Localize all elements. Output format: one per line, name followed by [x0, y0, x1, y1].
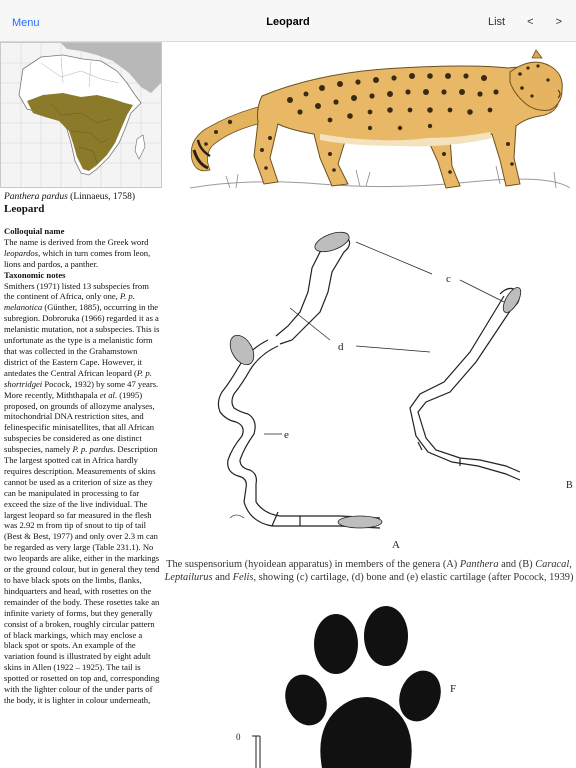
- label-d: d: [338, 341, 344, 353]
- label-c: c: [446, 273, 451, 285]
- hyoid-drawing: [160, 222, 576, 557]
- scale-label: 0: [236, 732, 241, 742]
- article-text: [4, 226, 160, 706]
- paw-print-illustration: [226, 604, 576, 768]
- colloquial-name-paragraph: The name is derived from the Greek word leopardos, which in turn comes from leon, lions and pardos, a panther.: [4, 236, 151, 269]
- common-name-heading: Leopard: [4, 203, 45, 215]
- hyoid-apparatus-diagram: [160, 222, 576, 557]
- distribution-map: [0, 42, 162, 188]
- label-f: F: [450, 683, 457, 695]
- left-column: [0, 42, 164, 768]
- previous-page-button[interactable]: <: [527, 16, 534, 28]
- label-e: e: [284, 429, 289, 441]
- paw-print-drawing: [226, 604, 576, 768]
- next-page-button[interactable]: >: [555, 16, 562, 28]
- taxonomic-notes-heading: Taxonomic notes: [4, 269, 66, 280]
- top-navigation-bar: [0, 0, 576, 42]
- menu-button[interactable]: Menu: [12, 17, 40, 29]
- label-b: B: [566, 480, 573, 491]
- taxonomic-notes-paragraph: Smithers (1971) listed 13 subspecies from the continent of Africa, only one, P. p. melanotica (Günther, 1885), occurring in the subregion. Dobroruka (1966) regarded it as a melanistic mutation, not a subspecies. This is unfortunate as the type is a melanistic form that was collected in the Grahamstown district of the Eastern Cape. However, it antedates the Central African leopard (P. p. shortridgei Pocock, 1932) by some 47 years. More recently, Miththapala et al. (1995) proposed, on grounds of allozyme analyses, mitochondrial DNA restriction sites, and felinespecific minisatellites, that all African subspecies be considered as one distinct subspecies, namely P. p. pardus. Description The largest spotted cat in Africa hardly requires description. Measurements of skins cannot be used as a criterion of size as they can be manipulated in processing to far exceed the size of the live individual. The largest leopard so far measured in the flesh was 2.92 m from tip of snout to tip of tail (Best & Best, 1977) and only over 2.3 m can be regarded as very large (Table 231.1). No two leopards are alike, either in the markings or the ground colour, but in general they tend to have black spots on the limbs, flanks, hindquarters and head, with rosettes on the remainder of the body. These rosettes take an infinite variety of forms, but they generally consist of a broken, roughly circular pattern of black markings, which may enclose a black spot or spots. An example of the variation found is illustrated by eight adult skins in Allen (1922 – 1925). The tail is spotted or rosetted on top and, corresponding with the lighter colour of the under parts of the body, it is lighter in colour underneath,: [4, 280, 160, 705]
- page-title: Leopard: [266, 16, 310, 28]
- label-a: A: [392, 539, 400, 551]
- colloquial-name-heading: Colloquial name: [4, 226, 65, 236]
- list-button[interactable]: List: [488, 16, 506, 28]
- hyoid-figure-caption: The suspensorium (hyoidean apparatus) in members of the genera (A) Panthera and (B) Caracal, Leptailurus and Felis, showing (c) cartilage, (d) bone and (e) elastic cartilage (after Pocock, 1939): [164, 559, 574, 583]
- africa-map-graphic: [1, 43, 161, 187]
- nav-right-controls: [488, 16, 562, 28]
- leopard-drawing: [170, 38, 576, 200]
- scientific-name-caption: Panthera pardus (Linnaeus, 1758): [4, 192, 136, 202]
- leopard-illustration: [170, 38, 576, 200]
